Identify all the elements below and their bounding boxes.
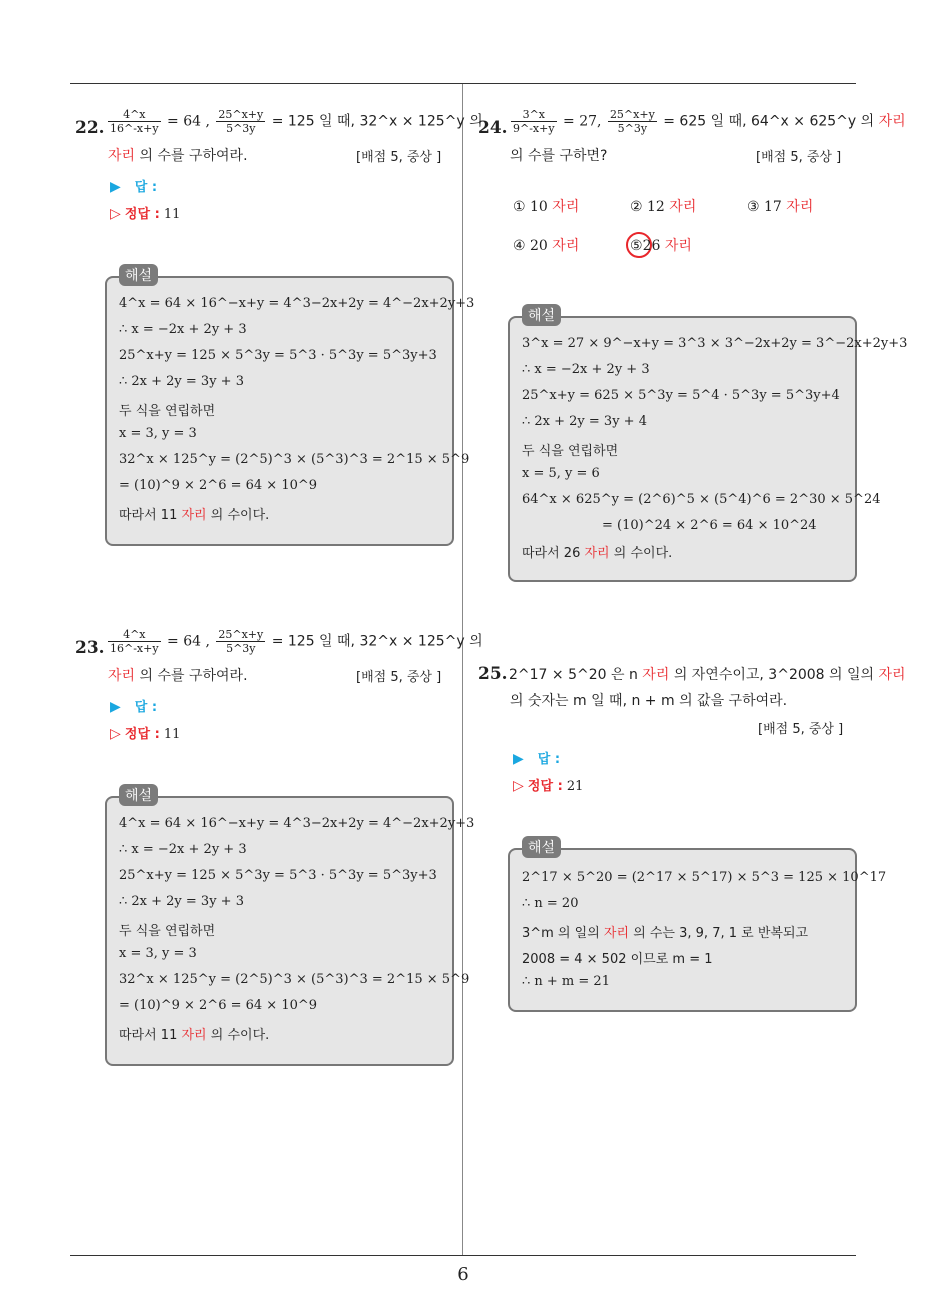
- solution-line: 두 식을 연립하면: [119, 924, 216, 939]
- fraction: $\frac{25\^{}x+y}{5\^{}3y}$: [218, 628, 264, 655]
- problem-statement-line1: $\frac{3\^{}x}{9\^{}-x+y}$ = 27, $\frac{25\^{}x+y}{5\^{}3y}$ = 625 일 때, 64^x × 625^y 의 자리: [513, 108, 906, 135]
- outline-play-icon: ▷: [110, 726, 121, 742]
- solution-line: ∴ n = 20: [522, 896, 579, 911]
- fraction: $\frac{3\^{}x}{9\^{}-x+y}$: [513, 108, 555, 135]
- correct-answer-value: 11: [163, 207, 181, 222]
- problem-number: 22.: [75, 118, 105, 138]
- page-number: 6: [457, 1264, 469, 1285]
- solution-line: = (10)^9 × 2^6 = 64 × 10^9: [119, 998, 318, 1013]
- column-divider: [462, 84, 463, 1256]
- solution-line: x = 5, y = 6: [522, 466, 600, 481]
- correct-answer-value: 21: [566, 779, 584, 794]
- problem-statement-line2: 자리 의 수를 구하여라.: [108, 148, 248, 164]
- bottom-rule: [70, 1255, 856, 1256]
- solution-conclusion: 따라서 26 자리 의 수이다.: [522, 546, 673, 561]
- problem-number: 24.: [478, 118, 508, 138]
- choice-2[interactable]: ② 12 자리: [630, 199, 697, 215]
- solution-line: 25^x+y = 625 × 5^3y = 5^4 · 5^3y = 5^3y+4: [522, 388, 840, 403]
- fraction: $\frac{4\^{}x}{16\^{}-x+y}$: [110, 628, 159, 655]
- solution-line: x = 3, y = 3: [119, 946, 197, 961]
- solution-box: [508, 840, 887, 1012]
- solution-line: 두 식을 연립하면: [119, 404, 216, 419]
- difficulty-meta: [배점 5, 중상 ]: [758, 722, 844, 737]
- problem-number: 23.: [75, 638, 105, 658]
- solution-line: ∴ x = −2x + 2y + 3: [119, 322, 247, 337]
- difficulty-meta: [배점 5, 중상 ]: [756, 150, 842, 165]
- solution-conclusion: 따라서 11 자리 의 수이다.: [119, 508, 270, 523]
- solution-line: 3^x = 27 × 9^−x+y = 3^3 × 3^−2x+2y = 3^−2x+2y+3: [522, 336, 908, 351]
- solution-line: ∴ 2x + 2y = 3y + 4: [522, 414, 647, 429]
- top-rule: [70, 83, 856, 84]
- solution-line: ∴ 2x + 2y = 3y + 3: [119, 894, 244, 909]
- problem-statement-line1: $\frac{4\^{}x}{16\^{}-x+y}$ = 64 , $\frac{25\^{}x+y}{5\^{}3y}$ = 125 일 때, 32^x × 125^y 의: [110, 108, 483, 135]
- solution-tag: 해설: [119, 264, 158, 286]
- correct-answer-line: ▷ 정답 : 21: [513, 778, 584, 794]
- problem-statement-line2: 의 수를 구하면?: [510, 148, 608, 164]
- solution-line: 64^x × 625^y = (2^6)^5 × (5^4)^6 = 2^30 × 5^24: [522, 492, 881, 507]
- solution-line: 4^x = 64 × 16^−x+y = 4^3−2x+2y = 4^−2x+2y+3: [119, 296, 475, 311]
- fraction: $\frac{4\^{}x}{16\^{}-x+y}$: [110, 108, 159, 135]
- solution-line: 2008 = 4 × 502 이므로 m = 1: [522, 952, 713, 967]
- fraction: $\frac{25\^{}x+y}{5\^{}3y}$: [609, 108, 655, 135]
- correct-answer-line: ▷ 정답 : 11: [110, 726, 181, 742]
- solution-line: = (10)^9 × 2^6 = 64 × 10^9: [119, 478, 318, 493]
- outline-play-icon: ▷: [110, 206, 121, 222]
- correct-answer-value: 11: [163, 727, 181, 742]
- problem-statement-line2: 의 숫자는 m 일 때, n + m 의 값을 구하여라.: [510, 693, 788, 709]
- play-icon: ▶: [513, 751, 524, 767]
- solution-line: ∴ 2x + 2y = 3y + 3: [119, 374, 244, 389]
- solution-line: 두 식을 연립하면: [522, 444, 619, 459]
- difficulty-meta: [배점 5, 중상 ]: [356, 670, 442, 685]
- answer-line: ▶ 답 :: [513, 751, 561, 767]
- solution-line: 3^m 의 일의 자리 의 수는 3, 9, 7, 1 로 반복되고: [522, 926, 809, 941]
- solution-line: 25^x+y = 125 × 5^3y = 5^3 · 5^3y = 5^3y+3: [119, 868, 437, 883]
- solution-line: 2^17 × 5^20 = (2^17 × 5^17) × 5^3 = 125 × 10^17: [522, 870, 887, 885]
- correct-answer-line: ▷ 정답 : 11: [110, 206, 181, 222]
- solution-line: 25^x+y = 125 × 5^3y = 5^3 · 5^3y = 5^3y+3: [119, 348, 437, 363]
- solution-box: [105, 788, 475, 1066]
- play-icon: ▶: [110, 699, 121, 715]
- solution-tag: 해설: [119, 784, 158, 806]
- solution-box: [105, 268, 475, 546]
- fraction: $\frac{25\^{}x+y}{5\^{}3y}$: [218, 108, 264, 135]
- solution-line: ∴ x = −2x + 2y + 3: [119, 842, 247, 857]
- outline-play-icon: ▷: [513, 778, 524, 794]
- solution-line: 32^x × 125^y = (2^5)^3 × (5^3)^3 = 2^15 × 5^9: [119, 972, 470, 987]
- play-icon: ▶: [110, 179, 121, 195]
- choice-4[interactable]: ④ 20 자리: [513, 238, 580, 254]
- answer-line: ▶ 답 :: [110, 699, 158, 715]
- problem-statement-line1: $\frac{4\^{}x}{16\^{}-x+y}$ = 64 , $\frac{25\^{}x+y}{5\^{}3y}$ = 125 일 때, 32^x × 125^y 의: [110, 628, 483, 655]
- choice-1[interactable]: ① 10 자리: [513, 199, 580, 215]
- solution-line: 4^x = 64 × 16^−x+y = 4^3−2x+2y = 4^−2x+2y+3: [119, 816, 475, 831]
- choice-3[interactable]: ③ 17 자리: [747, 199, 814, 215]
- solution-line: ∴ n + m = 21: [522, 974, 610, 989]
- answer-line: ▶ 답 :: [110, 179, 158, 195]
- solution-line: = (10)^24 × 2^6 = 64 × 10^24: [602, 518, 817, 533]
- solution-line: 32^x × 125^y = (2^5)^3 × (5^3)^3 = 2^15 × 5^9: [119, 452, 470, 467]
- solution-tag: 해설: [522, 836, 561, 858]
- solution-line: ∴ x = −2x + 2y + 3: [522, 362, 650, 377]
- solution-line: x = 3, y = 3: [119, 426, 197, 441]
- solution-box: [508, 308, 908, 582]
- problem-number: 25.: [478, 664, 508, 684]
- solution-tag: 해설: [522, 304, 561, 326]
- choice-5[interactable]: ⑤26 자리: [630, 238, 692, 254]
- solution-conclusion: 따라서 11 자리 의 수이다.: [119, 1028, 270, 1043]
- problem-statement-line1: 2^17 × 5^20 은 n 자리 의 자연수이고, 3^2008 의 일의 자리: [509, 667, 906, 683]
- difficulty-meta: [배점 5, 중상 ]: [356, 150, 442, 165]
- problem-statement-line2: 자리 의 수를 구하여라.: [108, 668, 248, 684]
